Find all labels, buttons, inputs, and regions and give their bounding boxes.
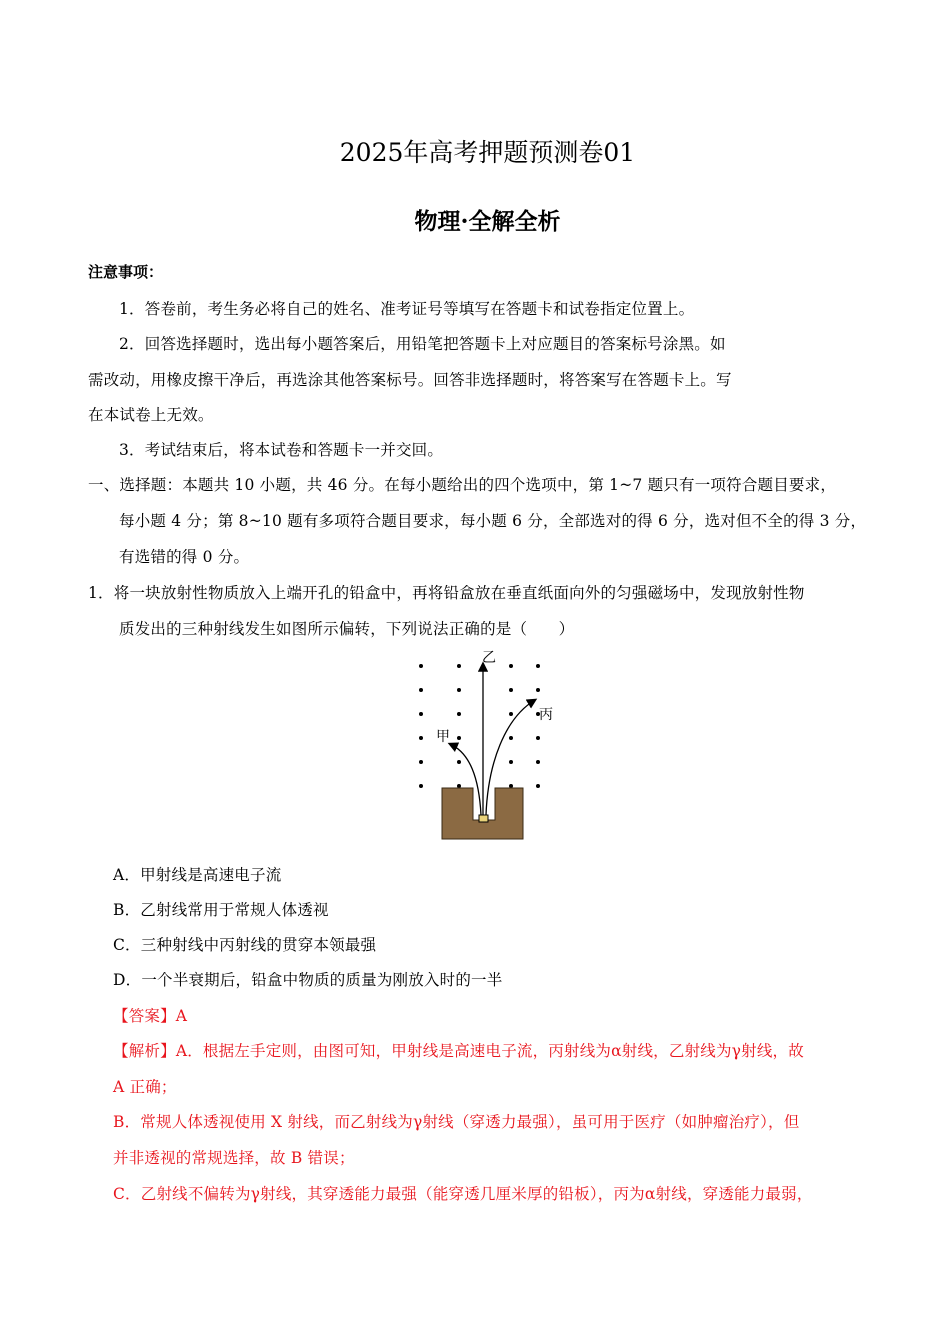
option-c: C．三种射线中丙射线的贯穿本领最强 <box>113 936 377 954</box>
analysis-line-5: C．乙射线不偏转为γ射线，其穿透能力最强（能穿透几厘米厚的铅板），丙为α射线，穿透能力最弱， <box>113 1185 813 1203</box>
notice-item-2-line-2: 需改动，用橡皮擦干净后，再选涂其他答案标号。回答非选择题时，将答案写在答题卡上。写 <box>88 371 732 389</box>
analysis-line-3: B．常规人体透视使用 X 射线，而乙射线为γ射线（穿透力最强），虽可用于医疗（如肿瘤治疗），但 <box>113 1113 800 1131</box>
notice-item-3: 3．考试结束后，将本试卷和答题卡一并交回。 <box>119 441 444 459</box>
analysis-label: 【解析】 <box>113 1042 176 1060</box>
section-1-line-3: 有选错的得 0 分。 <box>119 548 250 566</box>
analysis-line-1 <box>113 1039 804 1061</box>
section-1-line-1: 一、选择题：本题共 10 小题，共 46 分。在每小题给出的四个选项中，第 1~7 题只有一项符合题目要求， <box>88 476 837 494</box>
page-subtitle: 物理·全解全析 <box>414 208 561 235</box>
option-b: B．乙射线常用于常规人体透视 <box>113 901 329 919</box>
radiation-diagram <box>415 648 555 843</box>
analysis-line-2: A 正确； <box>113 1078 177 1096</box>
analysis-text-1: A．根据左手定则，由图可知，甲射线是高速电子流，丙射线为α射线，乙射线为γ射线，故 <box>175 1042 804 1060</box>
radioactive-source <box>479 815 488 822</box>
analysis-line-4: 并非透视的常规选择，故 B 错误； <box>113 1149 355 1167</box>
option-d: D．一个半衰期后，铅盒中物质的质量为刚放入时的一半 <box>113 971 503 989</box>
option-a: A．甲射线是高速电子流 <box>113 866 282 884</box>
notice-item-2-line-1: 2．回答选择题时，选出每小题答案后，用铅笔把答题卡上对应题目的答案标号涂黑。如 <box>119 335 726 353</box>
section-1-line-2: 每小题 4 分；第 8~10 题有多项符合题目要求，每小题 6 分，全部选对的得 6 分，选对但不全的得 3 分， <box>119 512 867 530</box>
page-title: 2025年高考押题预测卷01 <box>339 138 636 167</box>
notice-item-1: 1．答卷前，考生务必将自己的姓名、准考证号等填写在答题卡和试卷指定位置上。 <box>119 300 695 318</box>
radiation-figure <box>415 648 555 843</box>
label-yi: 乙 <box>482 650 496 666</box>
magnetic-field-dots <box>419 664 540 788</box>
label-jia: 甲 <box>436 729 450 745</box>
label-bing: 丙 <box>539 707 553 723</box>
notice-heading: 注意事项： <box>88 263 164 281</box>
answer-line: 【答案】A <box>113 1007 188 1025</box>
question-1-stem-line-2: 质发出的三种射线发生如图所示偏转，下列说法正确的是（ ） <box>119 620 575 638</box>
notice-item-2-line-3: 在本试卷上无效。 <box>88 406 214 424</box>
question-1-stem-line-1: 1．将一块放射性物质放入上端开孔的铅盒中，再将铅盒放在垂直纸面向外的匀强磁场中，发现放射性物 <box>88 584 805 602</box>
